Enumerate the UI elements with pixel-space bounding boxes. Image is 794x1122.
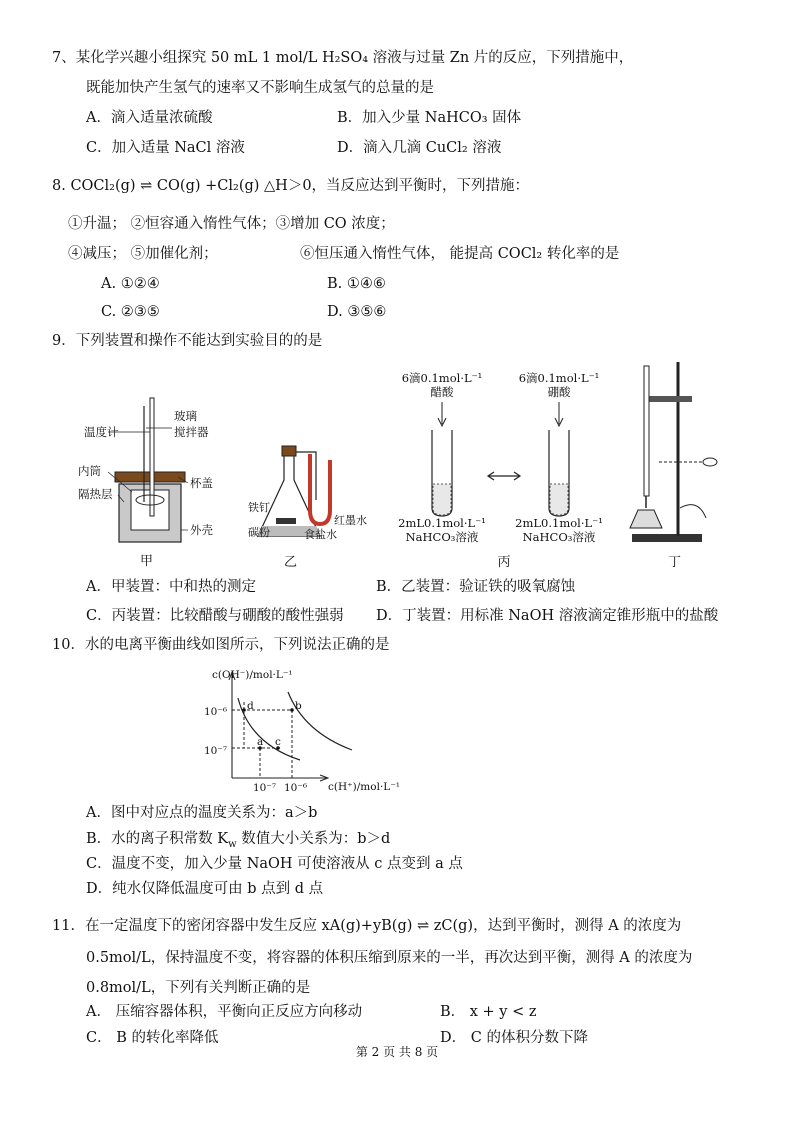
bing-sol-right-1: 2mL0.1mol·L⁻¹ bbox=[515, 516, 603, 530]
q11-option-b: B． x + y < z bbox=[440, 1004, 537, 1020]
graph-x-tick-hi: 10⁻⁶ bbox=[284, 782, 308, 794]
bing-sol-left-1: 2mL0.1mol·L⁻¹ bbox=[398, 516, 486, 530]
jia-thermometer bbox=[150, 398, 154, 516]
q7-option-d: D．滴入几滴 CuCl₂ 溶液 bbox=[337, 140, 502, 156]
q11-stem-line2: 0.5mol/L，保持温度不变，将容器的体积压缩到原来的一半，再次达到平衡，测得 A 的浓度为 bbox=[86, 950, 693, 966]
q7-option-c: C．加入适量 NaCl 溶液 bbox=[86, 140, 245, 156]
q10-stem: 10．水的电离平衡曲线如图所示，下列说法正确的是 bbox=[52, 637, 390, 653]
graph-y-tick-hi: 10⁻⁶ bbox=[204, 706, 228, 718]
ding-flask bbox=[630, 510, 662, 528]
ding-stand-base bbox=[632, 534, 702, 542]
graph-point-b bbox=[290, 708, 294, 712]
q11-stem-line1: 11．在一定温度下的密闭容器中发生反应 xA(g)+yB(g) ⇌ zC(g)，达到平衡时，测得 A 的浓度为 bbox=[52, 918, 682, 934]
yi-u-tube-ink bbox=[310, 454, 330, 524]
yi-ink-label: 红墨水 bbox=[334, 514, 367, 527]
apparatus-jia bbox=[78, 392, 228, 572]
q7-stem-line1: 7、某化学兴趣小组探究 50 mL 1 mol/L H₂SO₄ 溶液与过量 Zn 片的反应，下列措施中， bbox=[52, 50, 634, 66]
q9-option-a: A．甲装置：中和热的测定 bbox=[86, 579, 256, 595]
bing-drop-right-1: 6滴0.1mol·L⁻¹ bbox=[518, 371, 600, 385]
q8-option-a: A. ①②④ bbox=[101, 276, 160, 292]
q8-option-d: D. ③⑤⑥ bbox=[327, 304, 387, 320]
ding-burette bbox=[644, 366, 649, 496]
jia-stirrer-label-1: 玻璃 bbox=[174, 409, 197, 423]
graph-y-label: c(OH⁻)/mol·L⁻¹ bbox=[212, 669, 293, 681]
jia-thermometer-label: 温度计 bbox=[84, 425, 119, 439]
graph-label-d: d bbox=[247, 700, 254, 712]
yi-glass-tube bbox=[296, 452, 316, 500]
q10-option-a: A．图中对应点的温度关系为：a＞b bbox=[86, 805, 318, 821]
graph-label-b: b bbox=[295, 700, 302, 712]
q7-option-a: A．滴入适量浓硫酸 bbox=[86, 110, 213, 126]
q10-option-b: B．水的离子积常数 $K_w$ 数值大小关系为：b＞d bbox=[86, 831, 391, 850]
q9-option-c: C．丙装置：比较醋酸与硼酸的酸性强弱 bbox=[86, 608, 344, 624]
q11-option-a: A． 压缩容器体积，平衡向正反应方向移动 bbox=[86, 1004, 363, 1020]
graph-y-tick-lo: 10⁻⁷ bbox=[204, 745, 228, 757]
jia-lid-label: 杯盖 bbox=[190, 476, 213, 490]
q8-measures-line1: ①升温； ②恒容通入惰性气体；③增加 CO 浓度； bbox=[68, 216, 395, 232]
water-ionization-graph bbox=[196, 664, 406, 798]
yi-caption: 乙 bbox=[284, 555, 298, 570]
ding-caption: 丁 bbox=[668, 555, 682, 570]
yi-nail-label: 铁钉 bbox=[248, 501, 270, 514]
yi-carbon-label: 碳粉 bbox=[248, 526, 270, 539]
q7-stem-line2: 既能加快产生氢气的速率又不影响生成氢气的总量的是 bbox=[86, 80, 434, 96]
eye-icon bbox=[703, 458, 717, 466]
apparatus-ding bbox=[618, 358, 728, 572]
q8-measures-line2b: ⑥恒压通入惰性气体， 能提高 COCl₂ 转化率的是 bbox=[300, 246, 620, 262]
q11-option-d: D． C 的体积分数下降 bbox=[440, 1030, 588, 1046]
page-footer: 第 2 页 共 8 页 bbox=[355, 1045, 439, 1059]
q8-option-b: B. ①④⑥ bbox=[327, 276, 386, 292]
q9-option-b: B．乙装置：验证铁的吸氧腐蚀 bbox=[376, 579, 576, 595]
graph-label-c: c bbox=[275, 736, 281, 748]
graph-label-a: a bbox=[257, 736, 264, 748]
bing-sol-right-2: NaHCO₃溶液 bbox=[522, 530, 596, 544]
bing-drop-left-2: 醋酸 bbox=[430, 385, 454, 399]
jia-stirrer-label-2: 搅拌器 bbox=[174, 425, 209, 439]
yi-stopper bbox=[282, 446, 296, 456]
q8-stem: 8. COCl₂(g) ⇌ CO(g) +Cl₂(g) △H＞0，当反应达到平衡时，下列措施： bbox=[52, 178, 530, 194]
ding-hand bbox=[680, 505, 706, 518]
apparatus-yi bbox=[248, 440, 378, 572]
q9-stem: 9．下列装置和操作不能达到实验目的的是 bbox=[52, 333, 323, 349]
graph-point-d bbox=[242, 708, 246, 712]
graph-x-tick-lo: 10⁻⁷ bbox=[253, 782, 277, 794]
bing-caption: 丙 bbox=[497, 555, 511, 570]
yi-carbon-nail bbox=[276, 518, 296, 524]
q8-option-c: C. ②③⑤ bbox=[101, 304, 160, 320]
jia-inner-label: 内筒 bbox=[78, 464, 101, 478]
bing-sol-left-2: NaHCO₃溶液 bbox=[405, 530, 479, 544]
q10-option-d: D．纯水仅降低温度可由 b 点到 d 点 bbox=[86, 881, 324, 897]
q7-option-b: B．加入少量 NaHCO₃ 固体 bbox=[337, 110, 522, 126]
ding-clamp bbox=[648, 396, 692, 402]
apparatus-bing bbox=[392, 366, 622, 572]
graph-x-label: c(H⁺)/mol·L⁻¹ bbox=[328, 781, 401, 793]
bing-drop-left-1: 6滴0.1mol·L⁻¹ bbox=[401, 371, 483, 385]
yi-salt-label: 食盐水 bbox=[304, 528, 337, 541]
q8-measures-line2a: ④减压； ⑤加催化剂； bbox=[68, 246, 218, 262]
q11-option-c: C． B 的转化率降低 bbox=[86, 1030, 219, 1046]
jia-caption: 甲 bbox=[140, 554, 154, 569]
q9-option-d: D．丁装置：用标准 NaOH 溶液滴定锥形瓶中的盐酸 bbox=[376, 608, 719, 624]
q10-option-c: C．温度不变，加入少量 NaOH 可使溶液从 c 点变到 a 点 bbox=[86, 856, 463, 872]
jia-shell-label: 外壳 bbox=[190, 523, 213, 537]
jia-insulation-label: 隔热层 bbox=[78, 487, 113, 501]
bing-solution-left bbox=[433, 484, 451, 515]
q11-stem-line3: 0.8mol/L，下列有关判断正确的是 bbox=[86, 980, 311, 996]
bing-drop-right-2: 硼酸 bbox=[547, 385, 571, 399]
bing-solution-right bbox=[550, 484, 568, 515]
